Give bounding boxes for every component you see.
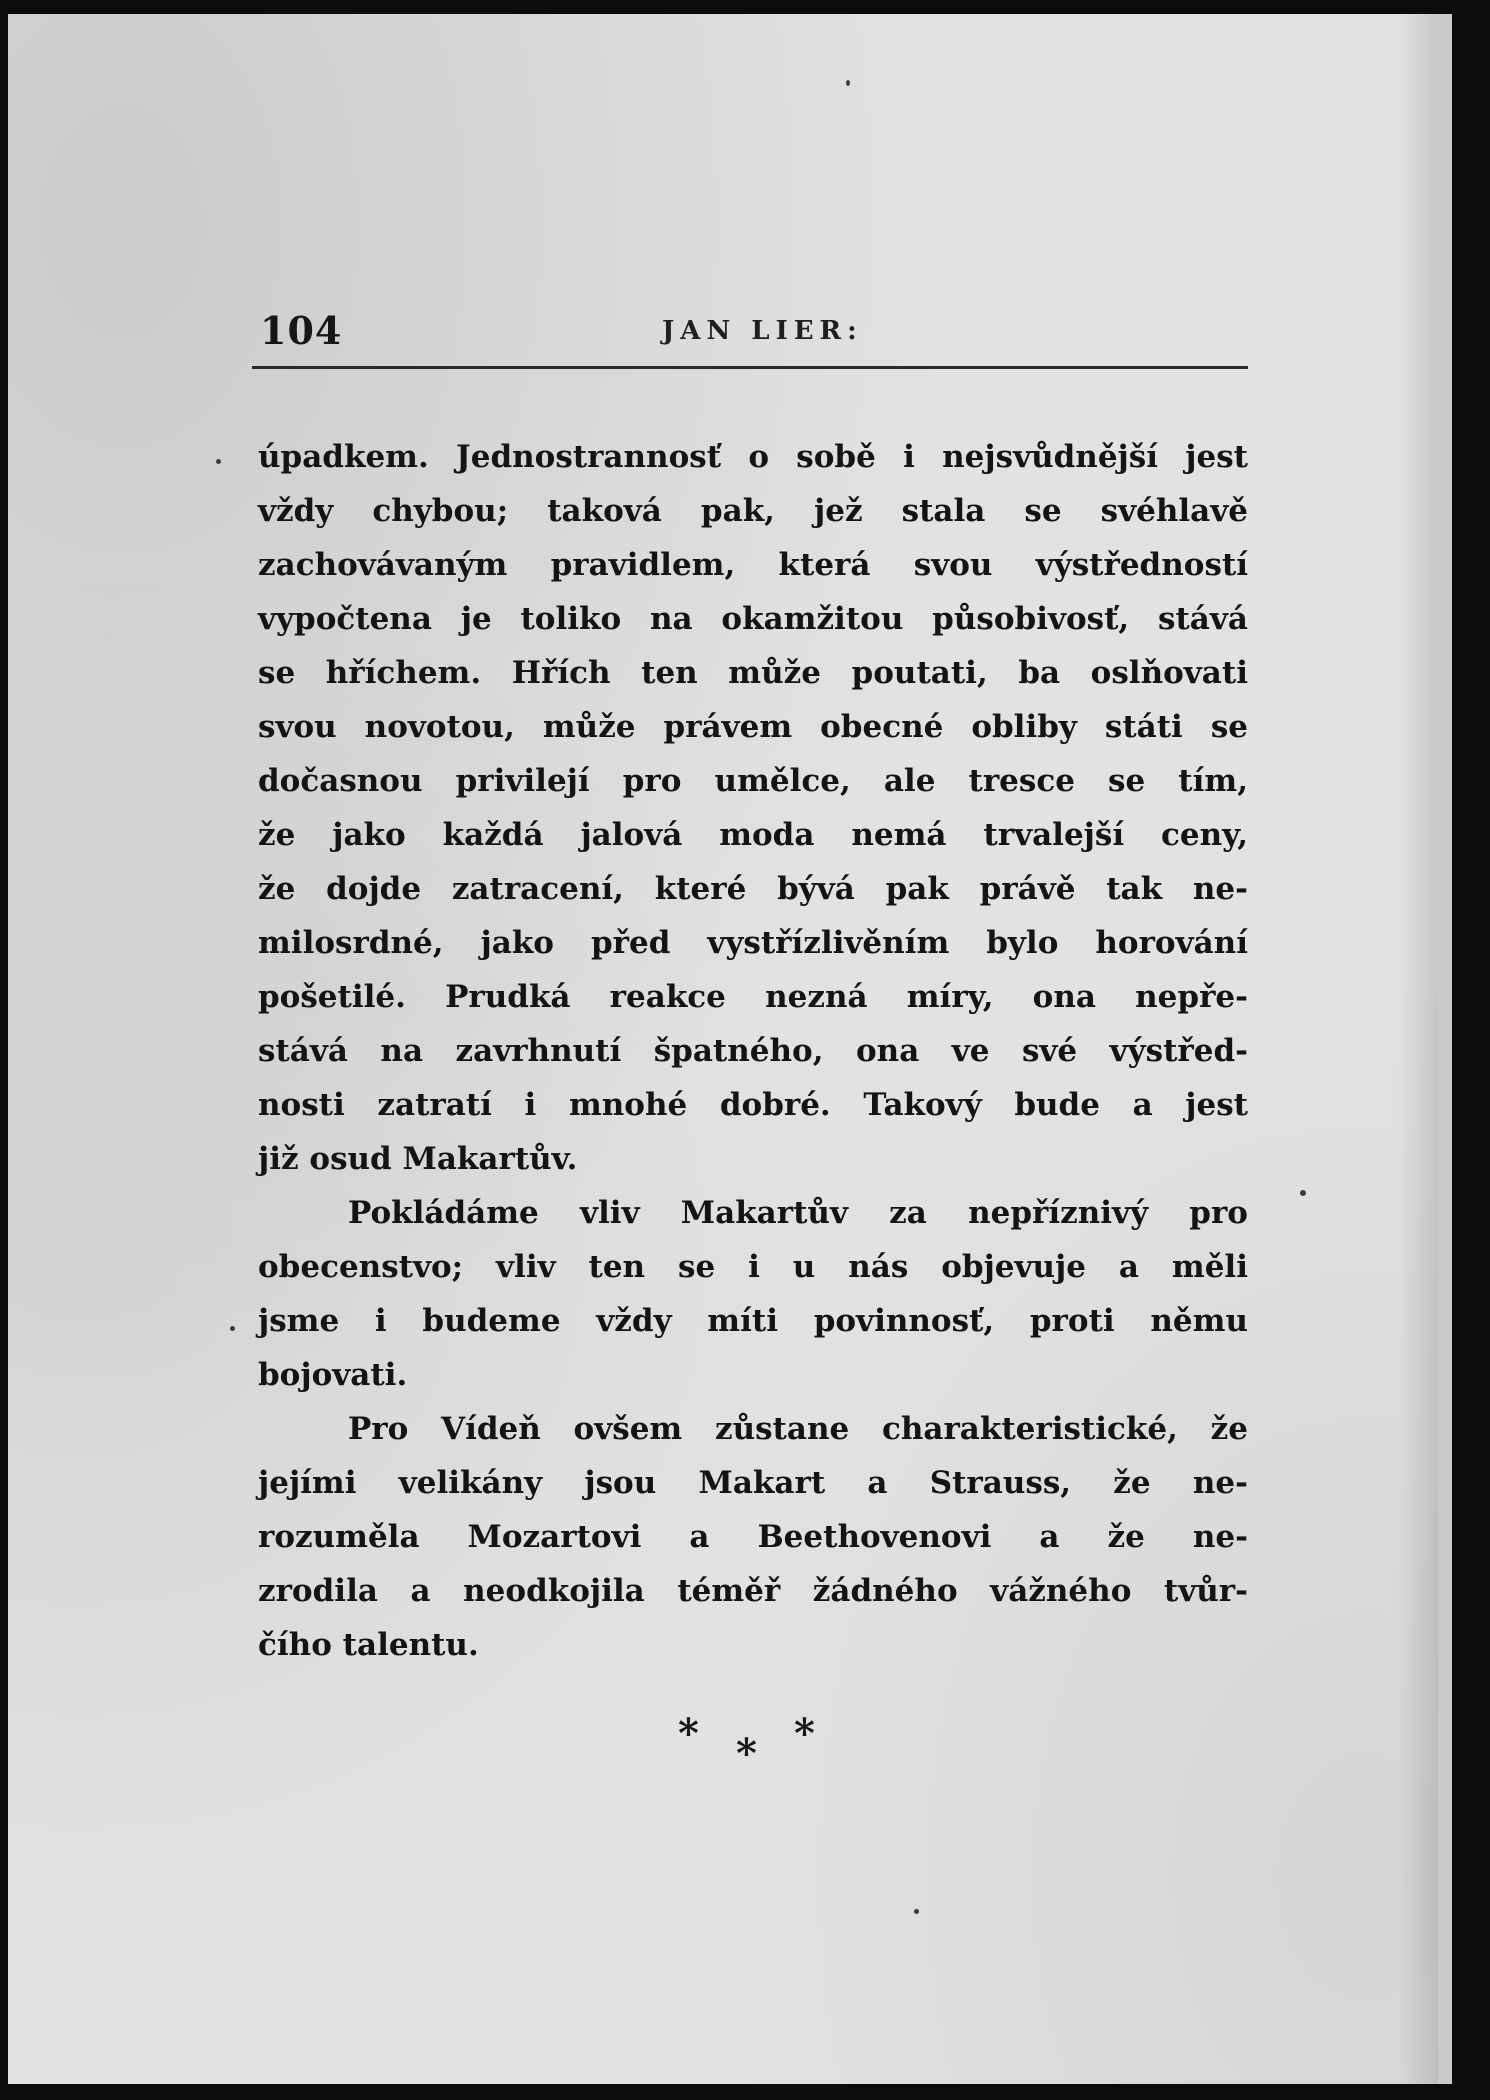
section-asterism: [670, 1710, 830, 1780]
paragraph: [258, 1402, 1248, 1672]
text-line: obecenstvo; vliv ten se i u nás objevuje a měli: [258, 1249, 1248, 1285]
text-line: bojovati.: [258, 1357, 408, 1393]
text-line: že dojde zatracení, které bývá pak právě tak ne-: [258, 871, 1248, 907]
text-line: rozuměla Mozartovi a Beethovenovi a že ne-: [258, 1519, 1248, 1555]
text-line: nosti zatratí i mnohé dobré. Takový bude a jest: [258, 1087, 1248, 1123]
text-line: již osud Makartův.: [258, 1141, 578, 1177]
text-line: dočasnou privilejí pro umělce, ale tresce se tím,: [258, 763, 1248, 799]
text-line: svou novotou, může právem obecné obliby státi se: [258, 709, 1248, 745]
text-line: pošetilé. Prudká reakce nezná míry, ona nepře-: [258, 979, 1248, 1015]
header-rule: [252, 366, 1248, 369]
asterism-star: *: [736, 1730, 757, 1777]
paper-speck: [216, 459, 221, 464]
paper-speck: [846, 80, 850, 86]
running-header: [252, 298, 1248, 358]
asterism-star: *: [678, 1710, 699, 1757]
text-line: úpadkem. Jednostrannosť o sobě i nejsvůdnější jest: [258, 439, 1248, 475]
text-line: vždy chybou; taková pak, jež stala se svéhlavě: [258, 493, 1248, 529]
running-title: JAN LIER:: [662, 316, 863, 346]
text-line: že jako každá jalová moda nemá trvalejší ceny,: [258, 817, 1248, 853]
text-line: jsme i budeme vždy míti povinnosť, proti němu: [258, 1303, 1248, 1339]
text-line: Pokládáme vliv Makartův za nepříznivý pro: [348, 1195, 1248, 1231]
text-line: čího talentu.: [258, 1627, 479, 1663]
page-edge-shadow: [1398, 14, 1438, 2084]
text-line: milosrdné, jako před vystřízlivěním bylo horování: [258, 925, 1248, 961]
text-line: stává na zavrhnutí špatného, ona ve své výstřed-: [258, 1033, 1248, 1069]
paragraph: [258, 430, 1248, 1186]
paragraph: [258, 1186, 1248, 1402]
page-number: 104: [260, 308, 343, 353]
text-line: vypočtena je toliko na okamžitou působivosť, stává: [258, 601, 1248, 637]
page-binding-edge: [1438, 14, 1452, 2084]
text-line: Pro Vídeň ovšem zůstane charakteristické, že: [348, 1411, 1248, 1447]
paper-speck: [1300, 1190, 1306, 1196]
text-line: zrodila a neodkojila téměř žádného vážného tvůr-: [258, 1573, 1248, 1609]
text-line: jejími velikány jsou Makart a Strauss, že ne-: [258, 1465, 1248, 1501]
paper-speck: [230, 1326, 235, 1331]
text-line: zachovávaným pravidlem, která svou výstředností: [258, 547, 1248, 583]
paper-speck: [914, 1909, 919, 1914]
text-line: se hříchem. Hřích ten může poutati, ba oslňovati: [258, 655, 1248, 691]
asterism-star: *: [794, 1710, 815, 1757]
body-text: [258, 430, 1248, 1672]
